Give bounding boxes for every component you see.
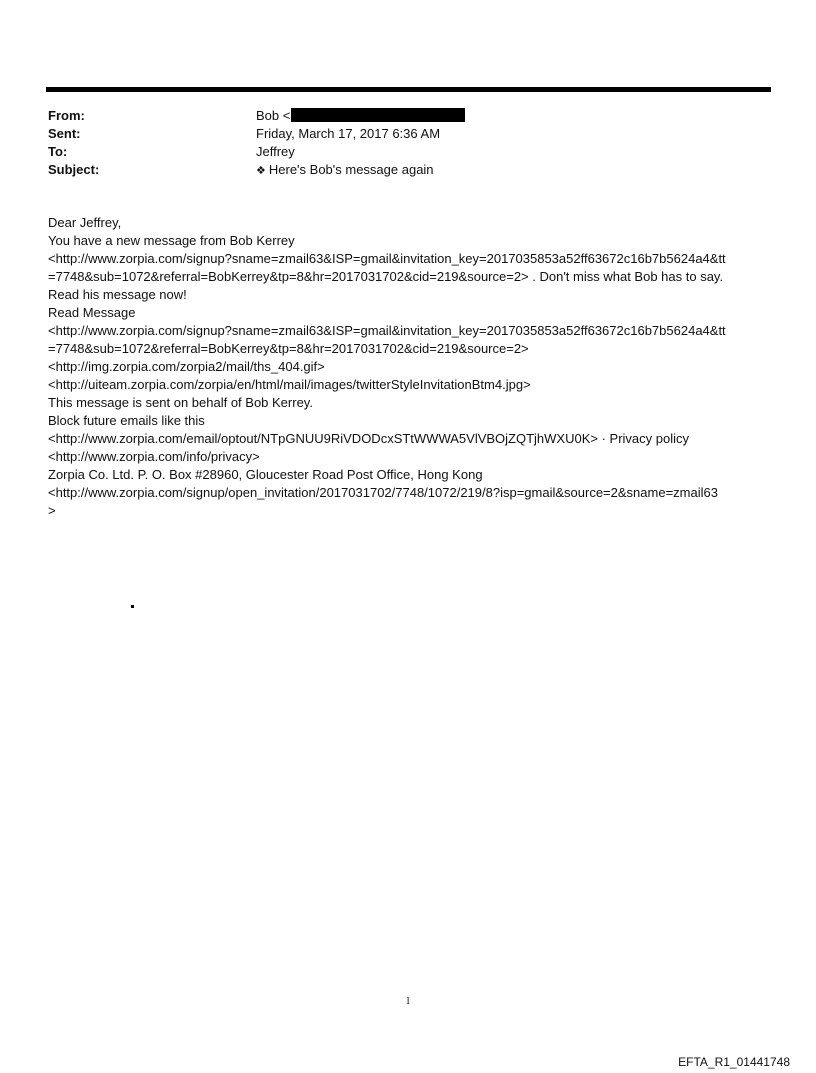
body-line: =7748&sub=1072&referral=BobKerrey&tp=8&hr=2017031702&cid=219&source=2> <box>48 341 529 356</box>
redaction-block <box>291 108 465 122</box>
body-line: You have a new message from Bob Kerrey <box>48 233 295 248</box>
email-body <box>48 214 778 520</box>
four-diamond-ornament-icon: ❖ <box>256 165 266 177</box>
sent-value: Friday, March 17, 2017 6:36 AM <box>256 126 441 141</box>
body-line: <http://uiteam.zorpia.com/zorpia/en/html/mail/images/twitterStyleInvitationBtm4.jpg> <box>48 377 531 392</box>
subject-value <box>256 161 434 180</box>
from-value <box>256 107 465 125</box>
body-line: <http://www.zorpia.com/info/privacy> <box>48 449 260 464</box>
body-line: > <box>48 503 56 518</box>
header-rule <box>46 87 771 92</box>
to-label: To: <box>48 144 68 159</box>
body-line: <http://www.zorpia.com/signup?sname=zmail63&ISP=gmail&invitation_key=2017035853a52ff63672c16b7b5624a4&tt <box>48 251 726 266</box>
body-line: Dear Jeffrey, <box>48 215 122 230</box>
body-line: Block future emails like this <box>48 413 205 428</box>
body-line: Read his message now! <box>48 287 187 302</box>
sent-label: Sent: <box>48 126 81 141</box>
from-name: Bob < <box>256 108 291 123</box>
body-line: <http://www.zorpia.com/signup/open_invitation/2017031702/7748/1072/219/8?isp=gmail&source=2&sname=zmail63 <box>48 485 718 500</box>
subject-label: Subject: <box>48 162 100 177</box>
body-line: <http://www.zorpia.com/signup?sname=zmail63&ISP=gmail&invitation_key=2017035853a52ff63672c16b7b5624a4&tt <box>48 323 726 338</box>
to-value: Jeffrey <box>256 144 295 159</box>
body-line: =7748&sub=1072&referral=BobKerrey&tp=8&hr=2017031702&cid=219&source=2> . Don't miss what Bob has to say. <box>48 269 724 284</box>
body-line: This message is sent on behalf of Bob Kerrey. <box>48 395 313 410</box>
page-number: 1 <box>405 996 411 1007</box>
body-line: Zorpia Co. Ltd. P. O. Box #28960, Gloucester Road Post Office, Hong Kong <box>48 467 483 482</box>
stray-mark <box>131 605 134 608</box>
subject-text: Here's Bob's message again <box>268 162 434 177</box>
body-line: <http://www.zorpia.com/email/optout/NTpGNUU9RiVDODcxSTtWWWA5VlVBOjZQTjhWXU0K> · Privacy policy <box>48 431 689 446</box>
body-line: <http://img.zorpia.com/zorpia2/mail/ths_404.gif> <box>48 359 325 374</box>
body-line: Read Message <box>48 305 136 320</box>
document-id: EFTA_R1_01441748 <box>678 1055 790 1069</box>
from-label: From: <box>48 108 85 123</box>
